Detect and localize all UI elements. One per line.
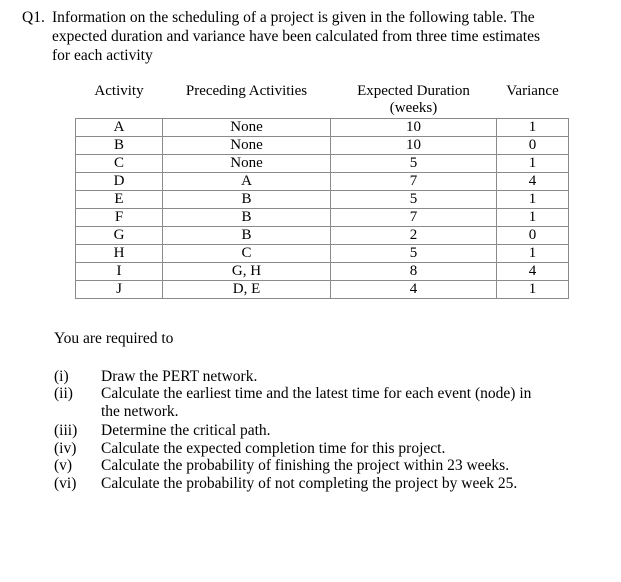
activity-cell: B (76, 137, 163, 155)
duration-cell: 5 (331, 245, 497, 263)
activity-cell: A (76, 119, 163, 137)
preceding-cell: None (163, 119, 331, 137)
activity-cell: F (76, 209, 163, 227)
variance-cell: 1 (497, 245, 569, 263)
preceding-cell: A (163, 173, 331, 191)
header-activity: Activity (94, 83, 144, 99)
duration-cell: 4 (331, 281, 497, 299)
table-row (76, 209, 569, 227)
question-number: Q1. (22, 9, 45, 26)
task-numeral: (iii) (54, 422, 78, 439)
table-row (76, 245, 569, 263)
task-numeral: (iv) (54, 440, 77, 457)
duration-cell: 10 (331, 137, 497, 155)
duration-cell: 7 (331, 173, 497, 191)
question-text-line: for each activity (52, 47, 153, 64)
table-row (76, 281, 569, 299)
duration-cell: 2 (331, 227, 497, 245)
variance-cell: 1 (497, 191, 569, 209)
table-header-row (76, 80, 569, 119)
variance-cell: 4 (497, 173, 569, 191)
activity-cell: I (76, 263, 163, 281)
question-text-line: Information on the scheduling of a project is given in the following table. The (52, 9, 535, 26)
table-row (76, 263, 569, 281)
variance-cell: 0 (497, 137, 569, 155)
header-expected-duration: Expected Duration (weeks) (357, 83, 470, 116)
variance-cell: 4 (497, 263, 569, 281)
table-row (76, 227, 569, 245)
variance-cell: 1 (497, 155, 569, 173)
header-preceding-activities: Preceding Activities (185, 83, 308, 99)
table-row (76, 191, 569, 209)
activity-cell: D (76, 173, 163, 191)
preceding-cell: B (163, 227, 331, 245)
table-row (76, 137, 569, 155)
preceding-cell: C (163, 245, 331, 263)
activity-cell: H (76, 245, 163, 263)
task-numeral: (i) (54, 368, 69, 385)
table-row (76, 173, 569, 191)
activity-cell: G (76, 227, 163, 245)
variance-cell: 0 (497, 227, 569, 245)
task-text: Draw the PERT network. (101, 368, 258, 385)
preceding-cell: G, H (163, 263, 331, 281)
variance-cell: 1 (497, 281, 569, 299)
preceding-cell: B (163, 209, 331, 227)
task-text: Calculate the probability of finishing the project within 23 weeks. (101, 457, 510, 474)
schedule-table (75, 80, 569, 299)
duration-cell: 5 (331, 191, 497, 209)
task-numeral: (vi) (54, 475, 77, 492)
preceding-cell: D, E (163, 281, 331, 299)
table-row (76, 155, 569, 173)
duration-cell: 10 (331, 119, 497, 137)
variance-cell: 1 (497, 209, 569, 227)
variance-cell: 1 (497, 119, 569, 137)
task-text: Determine the critical path. (101, 422, 271, 439)
preceding-cell: None (163, 137, 331, 155)
preceding-cell: None (163, 155, 331, 173)
task-text: Calculate the expected completion time for this project. (101, 440, 446, 457)
task-text: Calculate the earliest time and the latest time for each event (node) in (101, 385, 532, 402)
header-variance: Variance (506, 83, 559, 99)
intro-text: You are required to (54, 330, 174, 347)
activity-cell: J (76, 281, 163, 299)
table-row (76, 119, 569, 137)
preceding-cell: B (163, 191, 331, 209)
task-numeral: (v) (54, 457, 73, 474)
activity-cell: E (76, 191, 163, 209)
duration-cell: 8 (331, 263, 497, 281)
task-numeral: (ii) (54, 385, 73, 402)
duration-cell: 5 (331, 155, 497, 173)
task-text: the network. (101, 403, 179, 420)
duration-cell: 7 (331, 209, 497, 227)
activity-cell: C (76, 155, 163, 173)
question-text-line: expected duration and variance have been calculated from three time estimates (52, 28, 541, 45)
task-text: Calculate the probability of not completing the project by week 25. (101, 475, 518, 492)
